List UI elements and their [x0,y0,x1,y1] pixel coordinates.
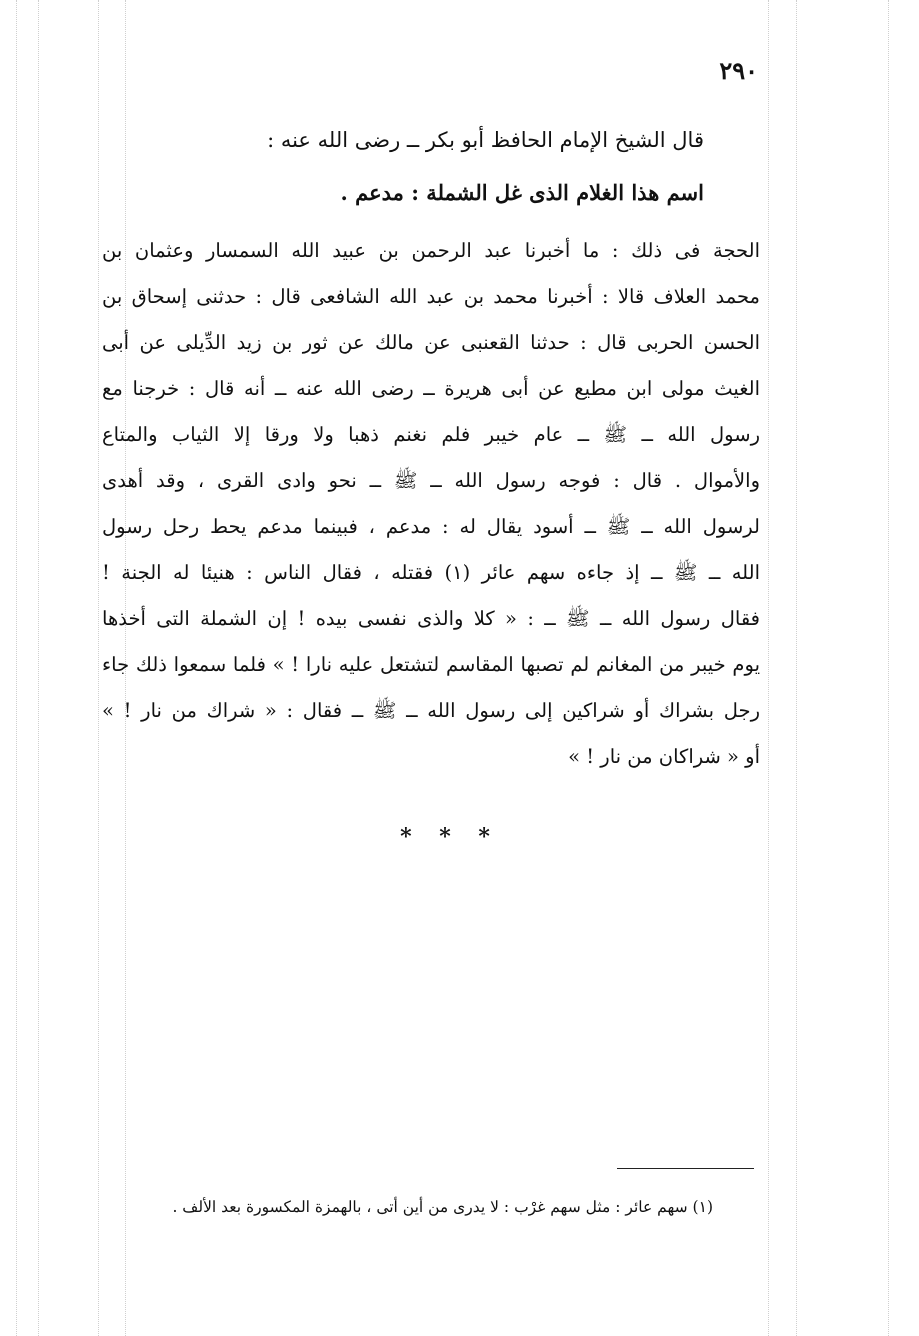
scan-artifact-line [16,0,17,1336]
body-line: أو « شراكان من نار ! » [568,745,760,768]
scan-artifact-line [98,0,99,1336]
body-line: رسول الله ــ ﷺ ــ عام خيبر فلم نغنم ذهبا ولا ورقا إلا الثياب والمتاع [102,423,760,446]
page-number: ٢٩٠ [719,56,758,85]
body-line: الغيث مولى ابن مطيع عن أبى هريرة ــ رضى الله عنه ــ أنه قال : خرجنا مع [102,377,760,400]
body-line: محمد العلاف قالا : أخبرنا محمد بن عبد الله الشافعى قال : حدثنى إسحاق بن [102,285,760,308]
body-line: والأموال . قال : فوجه رسول الله ــ ﷺ ــ نحو وادى القرى ، وقد أهدى [102,469,760,492]
heading-subject: اسم هذا الغلام الذى غل الشملة : مدعم . [340,180,704,205]
heading-attribution: قال الشيخ الإمام الحافظ أبو بكر ــ رضى الله عنه : [267,128,704,152]
body-line: رجل بشراك أو شراكين إلى رسول الله ــ ﷺ ــ فقال : « شراك من نار ! » [102,699,760,722]
body-paragraph [102,228,760,780]
section-separator: * * * [400,824,500,850]
body-line: يوم خيبر من المغانم لم تصبها المقاسم لتشتعل عليه نارا ! » فلما سمعوا ذلك جاء [102,653,760,676]
body-line: الحسن الحربى قال : حدثنا القعنبى عن مالك عن ثور بن زيد الدِّيلى عن أبى [102,331,760,354]
body-line: فقال رسول الله ــ ﷺ ــ : « كلا والذى نفسى بيده ! إن الشملة التى أخذها [102,607,760,630]
scan-artifact-line [796,0,797,1336]
scan-artifact-line [888,0,889,1336]
body-line: الحجة فى ذلك : ما أخبرنا عبد الرحمن بن عبيد الله السمسار وعثمان بن [102,239,760,262]
footnote: (١) سهم عائر : مثل سهم غرْب : لا يدرى من أين أتى ، بالهمزة المكسورة بعد الألف . [172,1198,713,1216]
body-line: لرسول الله ــ ﷺ ــ أسود يقال له : مدعم ، فبينما مدعم يحط رحل رسول [102,515,760,538]
footnote-rule [617,1168,754,1169]
scan-artifact-line [38,0,39,1336]
body-line: الله ــ ﷺ ــ إذ جاءه سهم عائر (١) فقتله ، فقال الناس : هنيئا له الجنة ! [102,561,760,584]
scan-artifact-line [768,0,769,1336]
